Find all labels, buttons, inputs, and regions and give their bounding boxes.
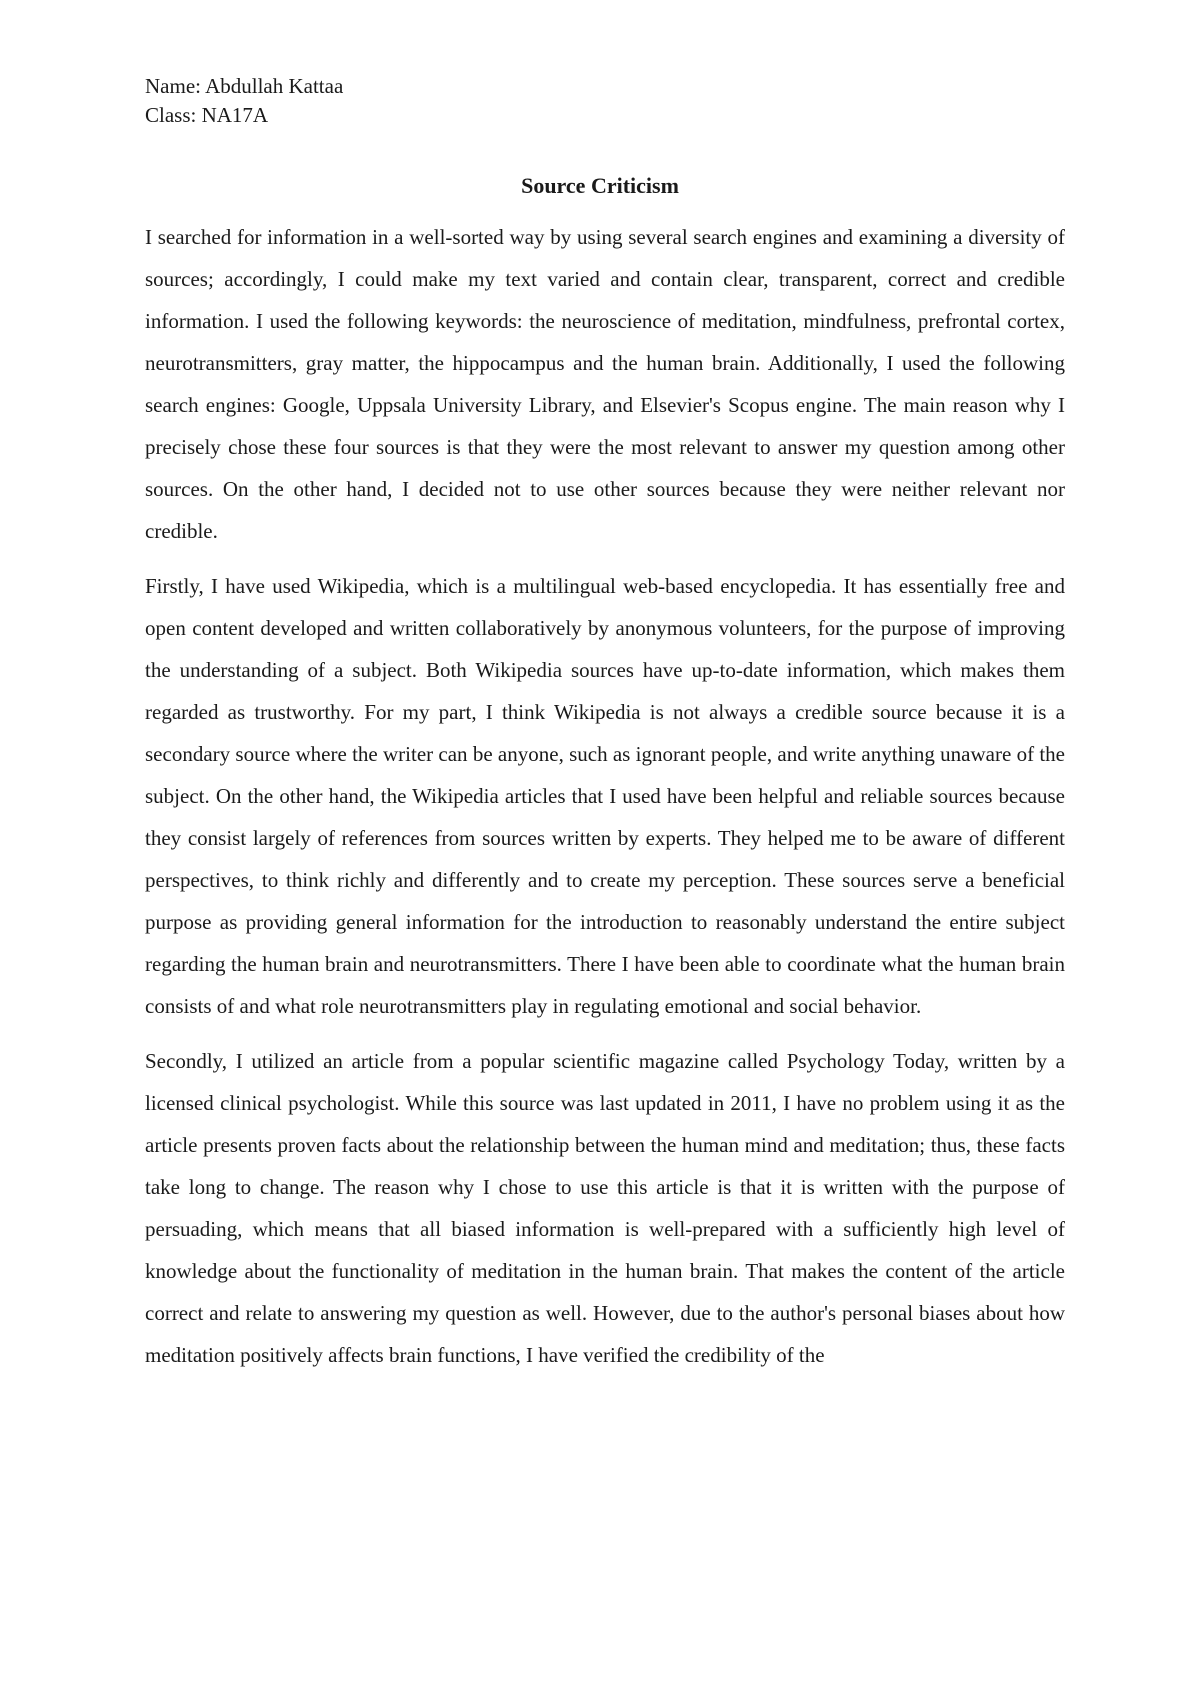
student-class: Class: NA17A	[145, 103, 269, 127]
paragraph-psychology-today: Secondly, I utilized an article from a popular scientific magazine called Psychology Today, written by a licensed clinical psychologist. While this source was last updated in 2011, I have no problem using it as the article presents proven facts about the relationship between the human mind and meditation; thus, these facts take long to change. The reason why I chose to use this article is that it is written with the purpose of persuading, which means that all biased information is well-prepared with a sufficiently high level of knowledge about the functionality of meditation in the human brain. That makes the content of the article correct and relate to answering my question as well. However, due to the author's personal biases about how meditation positively affects brain functions, I have verified the credibility of the	[145, 1049, 1065, 1367]
paragraph-search-method: I searched for information in a well-sorted way by using several search engines and examining a diversity of sources; accordingly, I could make my text varied and contain clear, transparent, correct and credible information. I used the following keywords: the neuroscience of meditation, mindfulness, prefrontal cortex, neurotransmitters, gray matter, the hippocampus and the human brain. Additionally, I used the following search engines: Google, Uppsala University Library, and Elsevier's Scopus engine. The main reason why I precisely chose these four sources is that they were the most relevant to answer my question among other sources. On the other hand, I decided not to use other sources because they were neither relevant nor credible.	[145, 225, 1065, 543]
document-title: Source Criticism	[521, 173, 679, 198]
document-header	[145, 72, 343, 130]
student-name: Name: Abdullah Kattaa	[145, 74, 344, 98]
document-body	[145, 216, 1065, 1389]
paragraph-wikipedia: Firstly, I have used Wikipedia, which is a multilingual web-based encyclopedia. It has essentially free and open content developed and written collaboratively by anonymous volunteers, for the purpose of improving the understanding of a subject. Both Wikipedia sources have up-to-date information, which makes them regarded as trustworthy. For my part, I think Wikipedia is not always a credible source because it is a secondary source where the writer can be anyone, such as ignorant people, and write anything unaware of the subject. On the other hand, the Wikipedia articles that I used have been helpful and reliable sources because they consist largely of references from sources written by experts. They helped me to be aware of different perspectives, to think richly and differently and to create my perception. These sources serve a beneficial purpose as providing general information for the introduction to reasonably understand the entire subject regarding the human brain and neurotransmitters. There I have been able to coordinate what the human brain consists of and what role neurotransmitters play in regulating emotional and social behavior.	[145, 574, 1065, 1018]
